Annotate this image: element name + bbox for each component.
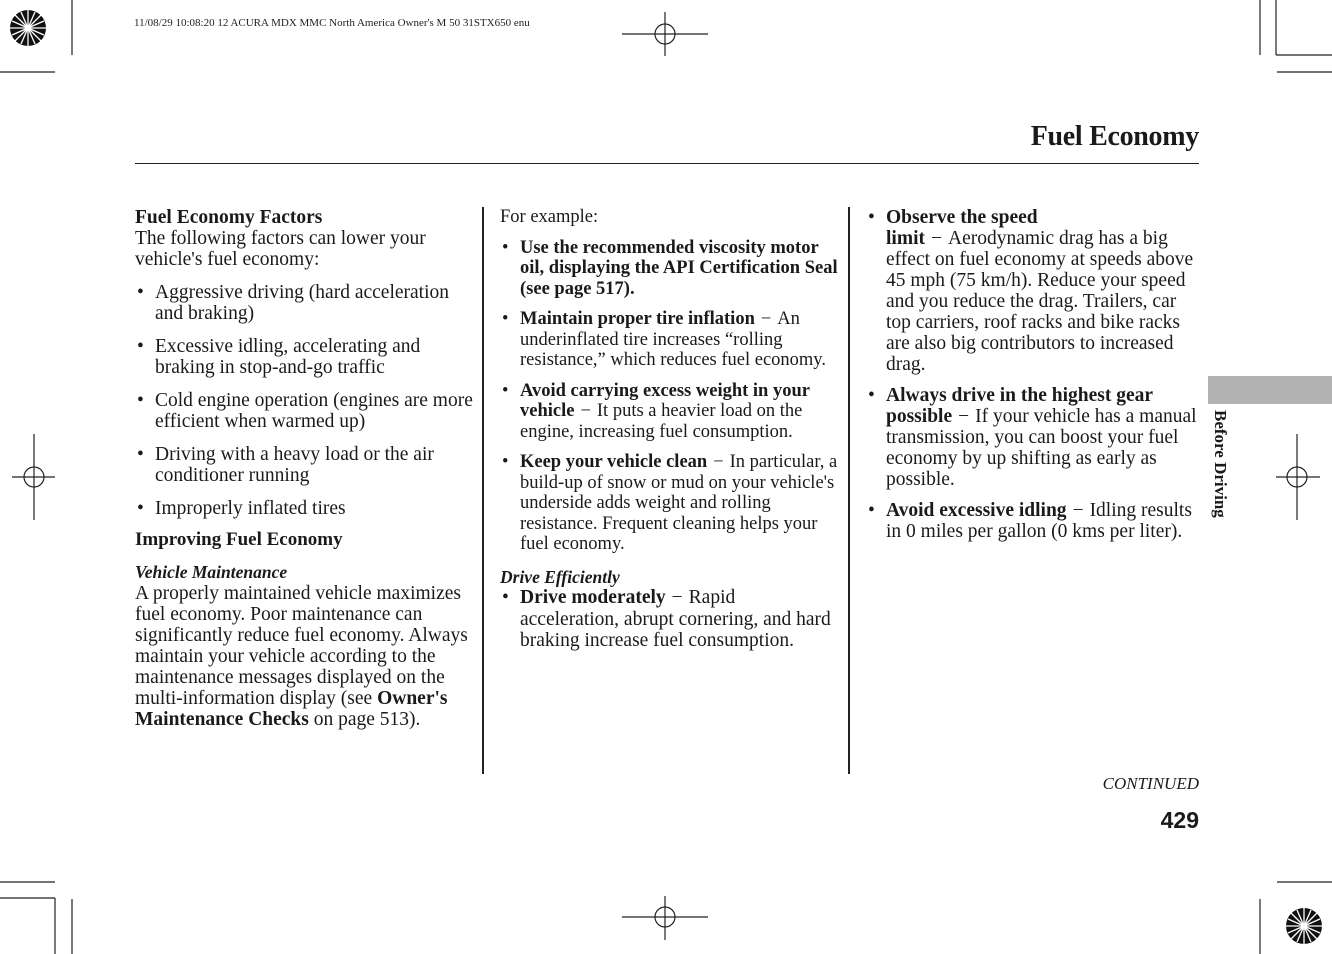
list-item: • Excessive idling, accelerating and braking in stop-and-go traffic: [135, 336, 475, 378]
dash-separator: −: [1072, 500, 1084, 521]
dash-separator: −: [958, 406, 970, 427]
tip-text: In particular, a build-up of snow or mud on your vehicle's underside adds weight and rolling resistance. Frequent cleaning helps your fuel economy.: [520, 452, 838, 554]
drive-efficiently-heading: Drive Efficiently: [500, 566, 620, 587]
driving-tips-list: [866, 207, 1202, 542]
starburst-target-bottom-right: [1286, 908, 1322, 944]
tip-lead: Always drive in the highest gear possible: [886, 385, 1153, 427]
example-intro: For example:: [500, 207, 599, 227]
title-divider: [135, 163, 1199, 164]
list-item: [500, 238, 838, 300]
starburst-target-top-left: [10, 10, 46, 46]
maintenance-end: on page 513).: [308, 709, 421, 730]
list-item: [500, 309, 838, 371]
list-item: • Cold engine operation (engines are more efficient when warmed up): [135, 390, 475, 432]
page-title: Fuel Economy: [1030, 121, 1199, 152]
dash-separator: −: [671, 587, 683, 608]
tip-lead: Observe the speed limit: [886, 207, 1038, 249]
list-item: [866, 500, 1202, 542]
drive-tips-list: [500, 587, 838, 652]
tip-text: Idling results in 0 miles per gallon (0 kms per liter).: [886, 500, 1192, 542]
tip-text: Aerodynamic drag has a big effect on fuel economy at speeds above 45 mph (75 km/h). Reduce your speed and you reduce the drag. Trailers, car top carriers, roof racks and bike racks are also big contributors to increased drag.: [886, 228, 1194, 375]
column-divider-1: [482, 207, 484, 774]
tip-lead: Maintain proper tire inflation: [520, 309, 755, 329]
dash-separator: −: [580, 401, 591, 421]
factors-list: [135, 282, 475, 519]
tip-text: An underinflated tire increases “rolling resistance,” which reduces fuel economy.: [520, 309, 826, 370]
list-item: • Aggressive driving (hard acceleration and braking): [135, 282, 475, 324]
maintenance-checks-link[interactable]: Owner's Maintenance Checks: [135, 688, 448, 730]
tip-text: Rapid acceleration, abrupt cornering, and hard braking increase fuel consumption.: [520, 587, 831, 651]
list-item: [866, 207, 1202, 375]
page-number: 429: [1160, 807, 1199, 833]
list-item: • Improperly inflated tires: [135, 498, 475, 519]
tip-lead: Avoid carrying excess weight in your vehicle: [520, 380, 810, 421]
improving-heading: Improving Fuel Economy: [135, 529, 343, 550]
tip-text: If your vehicle has a manual transmission, you can boost your fuel economy by up shifting as early as possible.: [886, 406, 1197, 490]
tip-lead: Avoid excessive idling: [886, 500, 1067, 521]
tip-text: It puts a heavier load on the engine, increasing fuel consumption.: [520, 401, 803, 442]
dash-separator: −: [931, 228, 942, 249]
list-item: [500, 587, 838, 652]
tips-list: [500, 238, 838, 555]
tip-lead: Drive moderately: [520, 587, 666, 608]
continued-label: CONTINUED: [1102, 774, 1199, 793]
dash-separator: −: [760, 309, 772, 329]
factors-intro: The following factors can lower your vehicle's fuel economy:: [135, 228, 426, 270]
section-tab-marker: [1208, 376, 1332, 404]
list-item: [500, 452, 838, 555]
column-fuel-economy-factors: [135, 207, 475, 730]
maintenance-heading: Vehicle Maintenance: [135, 562, 288, 582]
maintenance-text: A properly maintained vehicle maximizes fuel economy. Poor maintenance can significantly reduce fuel economy. Always maintain your vehicle according to the maintenance messages displayed on the multi-information display (see: [135, 583, 468, 709]
section-tab-label: Before Driving: [1211, 410, 1230, 518]
column-driving-tips: [866, 207, 1202, 542]
factors-heading: Fuel Economy Factors: [135, 207, 323, 228]
dash-separator: −: [713, 452, 724, 472]
list-item: [866, 385, 1202, 490]
tip-lead: Keep your vehicle clean: [520, 452, 708, 472]
column-examples: [500, 207, 838, 652]
column-divider-2: [848, 207, 850, 774]
tip-lead: Use the recommended viscosity motor oil, displaying the API Certification Seal (see page 517).: [520, 237, 838, 299]
list-item: • Driving with a heavy load or the air conditioner running: [135, 444, 475, 486]
list-item: [500, 381, 838, 443]
print-job-info: 11/08/29 10:08:20 12 ACURA MDX MMC North America Owner's M 50 31STX650 enu: [134, 17, 530, 29]
maintenance-paragraph: [135, 583, 475, 730]
